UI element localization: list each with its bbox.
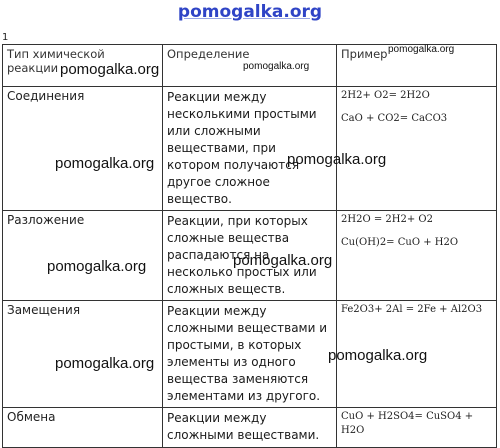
table-row (3, 301, 497, 408)
watermark: pomogalka.org (55, 155, 155, 172)
site-header[interactable]: pomogalka.org (177, 2, 323, 22)
example-cell (337, 87, 497, 211)
example-equation: Fe2O3+ 2Al = 2Fe + Al2O3 (341, 304, 483, 315)
example-equation: 2H2+ O2= 2H2O (341, 90, 430, 101)
watermark: pomogalka.org (233, 252, 333, 269)
example-cell (337, 408, 497, 448)
definition-cell: Реакции между несколькими простыми или сложными веществами, при котором получаются другое сложное вещество. (163, 87, 337, 211)
example-cell (337, 301, 497, 408)
reaction-types-table (2, 44, 497, 448)
header-reaction-type: Тип химической реакции (3, 45, 163, 87)
table-row (3, 408, 497, 448)
example-equation: 2H2O = 2H2+ O2 (341, 214, 433, 225)
watermark: pomogalka.org (388, 44, 455, 55)
definition-cell: Реакции между сложными веществами. (163, 408, 337, 448)
example-cell (337, 211, 497, 301)
example-equation: CaO + CO2= CaCO3 (341, 113, 448, 124)
reaction-type-cell: Разложение (3, 211, 163, 301)
watermark: pomogalka.org (47, 258, 147, 275)
table-header-row (3, 45, 497, 87)
watermark: pomogalka.org (328, 347, 428, 364)
reaction-type-cell: Соединения (3, 87, 163, 211)
example-equation: Cu(OH)2= CuO + H2O (341, 237, 459, 248)
header-example: Пример (337, 45, 497, 87)
table-row (3, 87, 497, 211)
reaction-type-cell: Обмена (3, 408, 163, 448)
definition-cell: Реакции, при которых сложные вещества распадаются на несколько простых или сложных веществ. (163, 211, 337, 301)
reaction-type-cell: Замещения (3, 301, 163, 408)
watermark: pomogalka.org (243, 61, 310, 72)
definition-cell: Реакции между сложными веществами и простыми, в которых элементы из одного вещества заменяются элементами из другого. (163, 301, 337, 408)
watermark: pomogalka.org (60, 61, 160, 78)
example-equation: CuO + H2SO4= CuSO4 + H2O (341, 411, 474, 436)
table-row (3, 211, 497, 301)
watermark: pomogalka.org (55, 355, 155, 372)
page-number: 1 (2, 32, 9, 43)
watermark: pomogalka.org (287, 151, 387, 168)
header-definition: Определение (163, 45, 337, 87)
